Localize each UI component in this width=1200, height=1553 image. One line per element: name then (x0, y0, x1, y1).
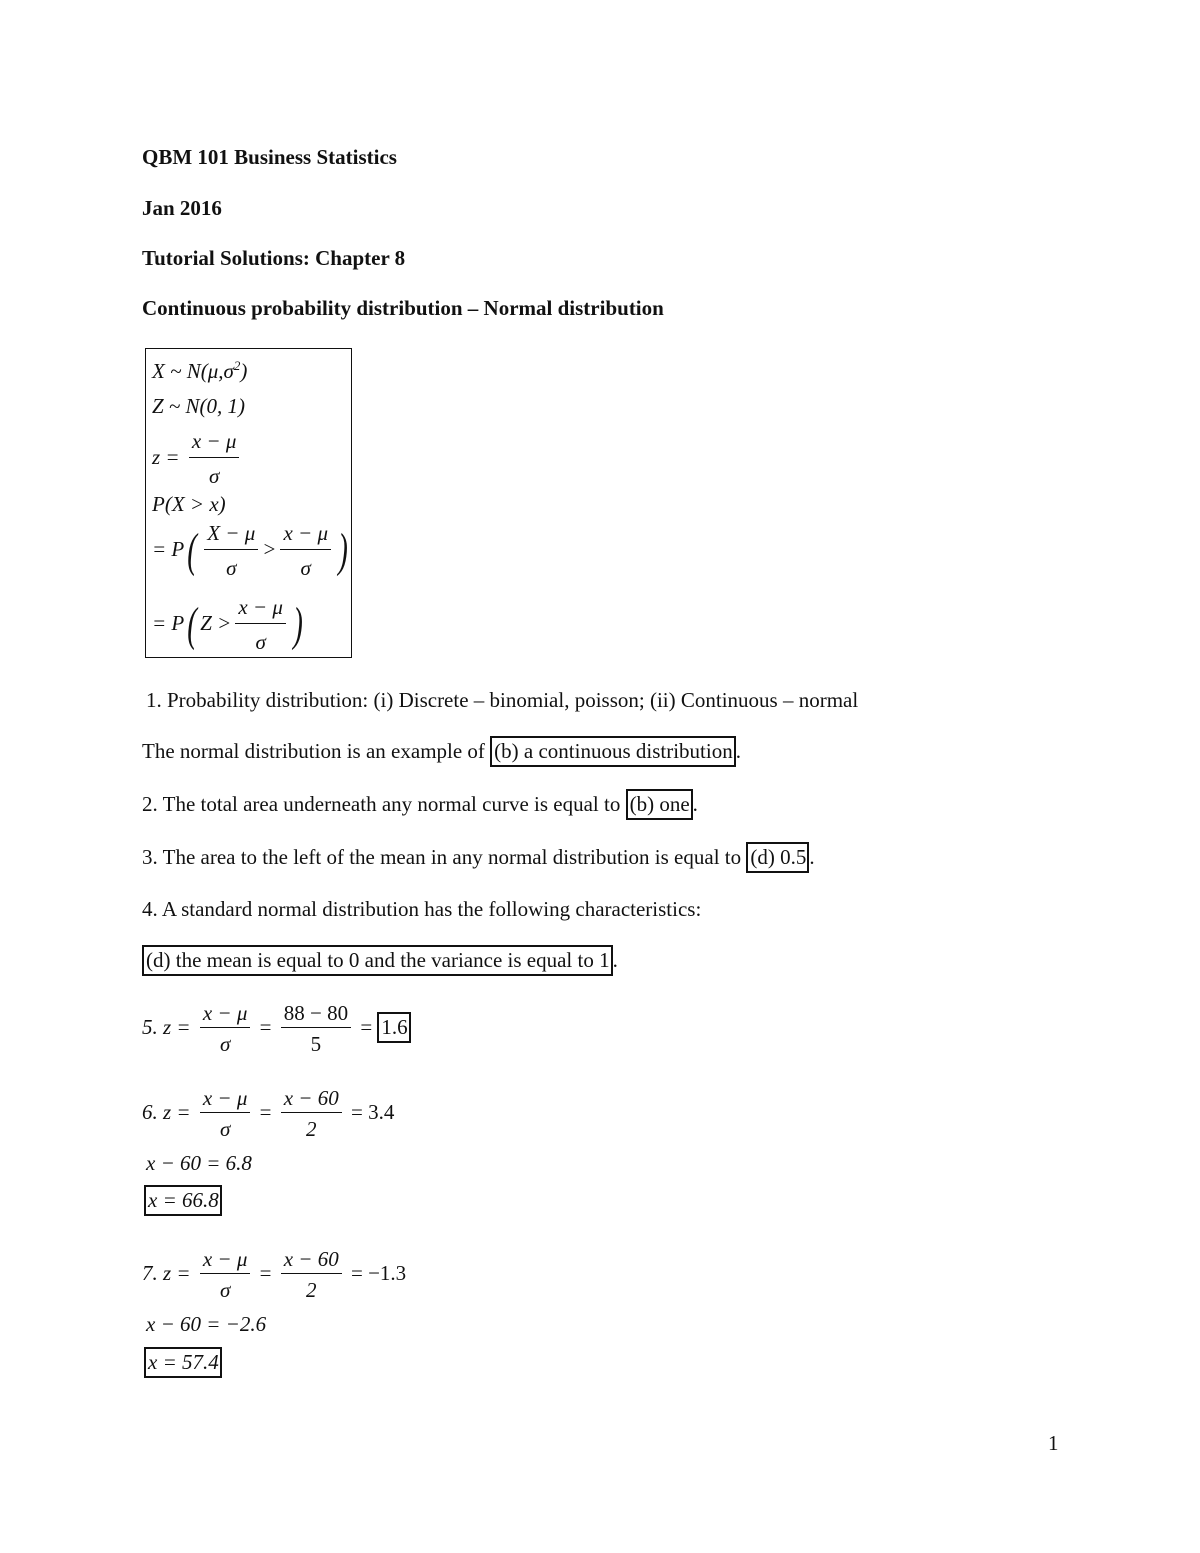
q1-answer: (b) a continuous distribution (490, 736, 736, 767)
q2-answer: (b) one (626, 789, 693, 820)
q7-answer: x = 57.4 (144, 1352, 222, 1373)
section-subtitle: Continuous probability distribution – Normal distribution (142, 296, 664, 320)
q4-statement: 4. A standard normal distribution has the following characteristics: (142, 897, 702, 921)
q4-answer-line: (d) the mean is equal to 0 and the variance is equal to 1 . (142, 950, 618, 971)
date: Jan 2016 (142, 196, 222, 220)
q7-step: x − 60 = −2.6 (146, 1312, 267, 1336)
q6-equation: 6. z = $\frac{x - \mu}{\sigma}$ = $\frac{x - 60}{2}$ = 3.4 (142, 1086, 395, 1141)
page-number: 1 (1048, 1431, 1059, 1455)
q1-statement: The normal distribution is an example of (b) a continuous distribution . (142, 741, 741, 762)
q6-step: x − 60 = 6.8 (146, 1151, 252, 1175)
formula-x-distribution: X ~ $N(\mu,\sigma^2)$ (152, 358, 248, 383)
q3-statement: 3. The area to the left of the mean in any normal distribution is equal to (d) 0.5 . (142, 847, 815, 868)
q2-statement: 2. The total area underneath any normal curve is equal to (b) one . (142, 794, 698, 815)
q3-answer: (d) 0.5 (746, 842, 809, 873)
q7-equation: 7. z = $\frac{x - \mu}{\sigma}$ = $\frac{x - 60}{2}$ = −1.3 (142, 1247, 407, 1302)
formula-standardize: = P( $\frac{X - \mu}{\sigma}$ > $\frac{x - \mu}{\sigma}$ ) (152, 521, 348, 580)
formula-probability: P(X > x) (152, 492, 226, 516)
formula-z-distribution: Z ~ N(0, 1) (152, 394, 246, 418)
formula-box (145, 348, 352, 658)
q6-answer: x = 66.8 (144, 1190, 222, 1211)
formula-z-probability: = P( Z > $\frac{x - \mu}{\sigma}$ ) (152, 595, 303, 654)
course-title: QBM 101 Business Statistics (142, 145, 397, 169)
q1-intro: 1. Probability distribution: (i) Discrete – binomial, poisson; (ii) Continuous – normal (146, 688, 859, 712)
document-title: Tutorial Solutions: Chapter 8 (142, 246, 406, 270)
q4-answer: (d) the mean is equal to 0 and the variance is equal to 1 (142, 945, 613, 976)
q5-answer: 1.6 (377, 1012, 410, 1043)
formula-z-score: z = $\frac{x - \mu}{\sigma}$ (152, 429, 243, 489)
q5-equation: 5. z = $\frac{x - \mu}{\sigma}$ = $\frac{88 - 80}{5}$ = 1.6 (142, 1003, 411, 1055)
